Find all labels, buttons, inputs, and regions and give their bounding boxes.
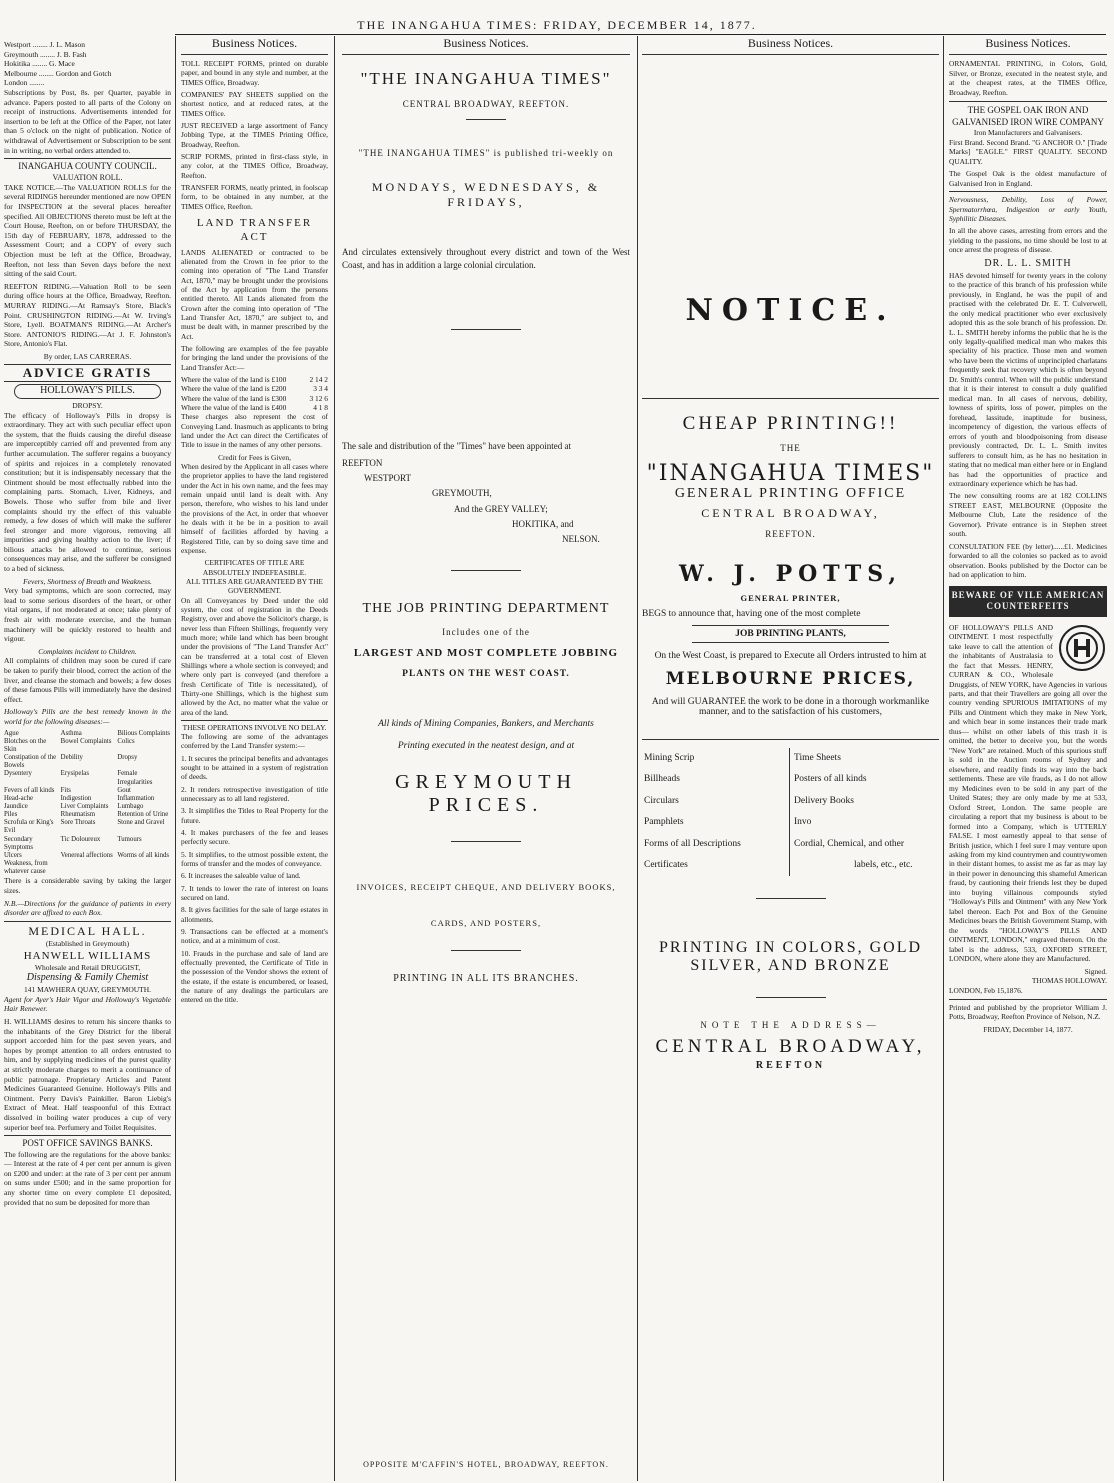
agent-line: Agent for Ayer's Hair Vigor and Holloway's Vegetable Hair Renewer. (4, 994, 171, 1014)
dr-smith-text: HAS devoted himself for twenty years in the colony to the practice of this branch of his profession while previously, in England, he was the pupil of and practised with the celebrated Dr. E. T. Culverwell, the only medical practitioner who ever exclusively adopted this as the sole branch of his profession. Dr. L. L. SMITH hereby informs the public that he is the only legally-qualified medical man who makes this speciality of his practice. Those men and women who have been the victims of unprincipled charlatans frequently seek that recovery which is often beyond Dr. Smith's control. When will the public understand that it is their interest to consult a duly qualified medical man. In all cases of nervous, debility, lowness of spirits, loss of power, pimples on the forehead, lassitude, inaptitude for business, incompetency of digestion, the various effects of errors of youth and bloodpoisoning from disease previously contracted, Dr. L. L. Smith invites sufferers to consult him, as he has no hesitation in stating that no medical man either here or in England has had the opportunities of practice and extraordinary experience which he has had. (949, 270, 1107, 488)
service-item: Billheads (644, 774, 680, 785)
masthead: THE INANGAHUA TIMES: FRIDAY, DECEMBER 14, 1877. (357, 18, 757, 32)
fee-label: Where the value of the land is £100 (181, 375, 287, 385)
fees-intro: The following are examples of the fee payable for bringing the land under the provisions of the Land Transfer Act:— (181, 344, 328, 372)
separator (451, 329, 521, 330)
advantage-item: 4. It makes purchasers of the fee and leases perfectly secure. (181, 828, 328, 847)
the-line: THE (780, 443, 801, 453)
agent-line: Westport ........ J. L. Mason (4, 40, 86, 49)
disease-item: Fits (60, 786, 71, 794)
place-item: HOKITIKA, and (512, 518, 574, 529)
fee-row (181, 384, 328, 393)
circulation-text: And circulates extensively throughout every district and town of the West Coast, and has in addition a large colonial circulation. (342, 247, 630, 270)
disease-item: Rheumatism (60, 811, 96, 819)
advantage-item: 6. It increases the saleable value of land. (181, 871, 301, 881)
fee-row (181, 403, 328, 412)
credit-heading: Credit for Fees is Given, (218, 452, 291, 462)
service-item: labels, etc., etc. (854, 859, 913, 870)
invoices-line: INVOICES, RECEIPT CHEQUE, AND DELIVERY BOOKS, (356, 881, 616, 892)
children-text: All complaints of children may soon be cured if care be taken to purify their blood, correct the action of the liver, and cleanse the stomach and bowels; a few doses of these famous Pills will immediately have the desired effect. (4, 656, 171, 704)
advantage-item: 9. Transactions can be effected at a moment's notice, and at a minimum of cost. (181, 927, 328, 946)
disease-item: Sore Throats (60, 819, 96, 827)
disease-item: Tic Doloureux (60, 835, 101, 843)
weakness-heading: Fevers, Shortness of Breath and Weakness. (23, 576, 152, 586)
disease-item: Worms of all kinds (117, 851, 170, 859)
disease-item: Gout (117, 786, 131, 794)
post-office-heading: POST OFFICE SAVINGS BANKS. (4, 1135, 171, 1150)
advantages-intro: The following are some of the advantages conferred by the Land Transfer system:— (181, 732, 328, 751)
service-item: Pamphlets (644, 817, 684, 828)
column-5 (945, 36, 1111, 1476)
times-heading: "INANGAHUA TIMES" (646, 461, 935, 486)
separator (451, 841, 521, 842)
address-footer: OPPOSITE M'CAFFIN'S HOTEL, BROADWAY, REEFTON. (363, 1460, 609, 1469)
column-2 (177, 36, 332, 1476)
paper-title: "THE INANGAHUA TIMES" (360, 69, 612, 88)
signed-line: Signed. (1084, 966, 1107, 976)
disease-item: Asthma (60, 729, 82, 737)
advantage-item: 3. It simplifies the Titles to Real Property for the future. (181, 806, 328, 825)
largest-line: LARGEST AND MOST COMPLETE JOBBING (353, 646, 619, 659)
disease-item: Secondary Symptoms (4, 835, 34, 851)
disease-item: Blotches on the Skin (4, 737, 47, 753)
issue-date: FRIDAY, December 14, 1877. (983, 1024, 1073, 1034)
reefton-heading: REEFTON (755, 1060, 826, 1072)
toll-notice: TOLL RECEIPT FORMS, printed on durable paper, and bound in any style and number, at the TIMES Office, Broadway. (181, 59, 328, 87)
weakness-text: Very bad symptoms, which are soon corrected, may lead to some serious disorders of the heart, or other vital organs, if not moderated at once; take plenty of fresh air with moderate exercise, and the human machinery will be quickly restored to health and vigour. (4, 586, 171, 644)
service-item: Posters of all kinds (794, 774, 867, 785)
disease-item: Dropsy (117, 754, 138, 762)
guarantee-line: And will GUARANTEE the work to be done in a thorough workmanlike manner, and to the satisfaction of his customers, (651, 697, 930, 717)
hanwell-heading: HANWELL WILLIAMS (23, 949, 152, 962)
williams-text: H. WILLIAMS desires to return his sincere thanks to the inhabitants of the Grey District for the liberal support accorded him for the past seven years, and hopes by prompt attention to all orders entrusted to him, and by supplying medicines of the purest quality at strictly moderate charges to merit a continuance of public patronage. Proprietary Articles and Patent Medicines Guaranteed Genuine. Holloway's Pills and Ointment. Perry Davis's Painkiller. Baron Liebig's Extract of Meat. Half teaspoonful of this Extract dissolved in boiling water produces a cup of very superior beef tea. Perfumery and Toilet Requisites. (4, 1016, 171, 1132)
all-kinds-line: All kinds of Mining Companies, Bankers, and Merchants (378, 718, 594, 729)
disease-item: Fevers of all kinds (4, 786, 55, 794)
subscription-text: Subscriptions by Post, 8s. per Quarter, payable in advance. Papers posted to all parts of the Colony on receipt of instructions. Advertisements intended for insertion to be left at the Office of the Paper, not later than 5 o'clock on the night of publication. Notice of withdrawal of Advertisement or Subscription to be sent in in writing, no verbal orders attended to. (4, 87, 171, 155)
best-remedy: Holloway's Pills are the best remedy known in the world for the following diseases:— (4, 707, 171, 726)
disease-item: Ulcers (4, 851, 22, 859)
column-4 (638, 36, 943, 1476)
disease-item: Dysentery (4, 770, 32, 778)
fee-amount: 2 14 2 (309, 375, 328, 385)
central-broadway: CENTRAL BROADWAY, (701, 506, 880, 520)
service-item: Delivery Books (794, 795, 854, 806)
certificates-heading: CERTIFICATES OF TITLE ARE ABSOLUTELY INDEFEASIBLE. (202, 558, 307, 577)
companies-notice: COMPANIES' PAY SHEETS supplied on the shortest notice, and at reduced rates, at the TIMES Office. (181, 90, 328, 118)
separator (756, 997, 826, 998)
service-item: Certificates (644, 859, 688, 870)
holloway-signature: THOMAS HOLLOWAY. (1031, 976, 1107, 986)
column-header: Business Notices. (949, 36, 1107, 55)
scrip-notice: SCRIP FORMS, printed in first-class style, in any color, at the TIMES Office, Broadway, Reefton. (181, 152, 328, 180)
separator (451, 570, 521, 571)
ornamental-notice: ORNAMENTAL PRINTING, in Colors, Gold, Silver, or Bronze, executed in the neatest style, and at the cheapest rates, at the TIMES Office, Broadway, Reefton. (949, 59, 1107, 97)
disease-item: Jaundice (4, 802, 28, 810)
gospel-heading: THE GOSPEL OAK IRON AND GALVANISED IRON WIRE COMPANY (949, 101, 1107, 128)
west-coast-line: On the West Coast, is prepared to Execute all Orders intrusted to him at (654, 651, 927, 661)
gpo-heading: GENERAL PRINTING OFFICE (674, 486, 907, 501)
rooms-text: The new consulting rooms are at 182 COLLINS STREET EAST, MELBOURNE (Opposite the Melbourne Club, Late the residence of the Governor). Private entrance is in Stephen street south. (949, 491, 1107, 539)
ridings-text: REEFTON RIDING.—Valuation Roll to be seen during office hours at the Office, Broadway, Reefton. MURRAY RIDING.—At Ramsay's Store, Black's Point. CRUSHINGTON RIDING.—At W. Irving's Store, Lyell. BOATMAN'S RIDING.—At Archer's Store. ANTONIO'S RIDING.—At J. F. Johnston's Store, Antonio's Flat. (4, 281, 171, 349)
notice-heading: NOTICE. (685, 293, 896, 328)
post-office-text: The following are the regulations for the above banks:— Interest at the rate of 4 per cent per annum is given on £200 and under: at the rate of 3 per cent per annum on sums under £500; and in the same proportion for any shorter time on every complete £1 deposited, provided that no sum be deposited for more than (4, 1149, 171, 1207)
disease-item: Female Irregularities (117, 770, 153, 786)
disease-item: Debility (60, 754, 83, 762)
signature: By order, LAS CARRERAS. (43, 351, 132, 361)
paper-address: CENTRAL BROADWAY, REEFTON. (402, 99, 570, 109)
advantages-list (181, 754, 328, 1005)
disease-item: Venereal affections (60, 851, 113, 859)
reefton-line: REEFTON. (765, 529, 816, 539)
transfer-notice: TRANSFER FORMS, neatly printed, in foolscap form, to be obtained in any number, at the TIMES Office, Reefton. (181, 183, 328, 211)
saving-note: There is a considerable saving by taking the larger sizes. (4, 876, 171, 895)
dispensing-heading: Dispensing & Family Chemist (26, 972, 149, 984)
plants-heading: JOB PRINTING PLANTS, (692, 625, 889, 643)
column-header: Business Notices. (642, 36, 939, 55)
general-printer-line: GENERAL PRINTER, (740, 593, 841, 603)
service-item: Mining Scrip (644, 753, 695, 763)
fee-label: Where the value of the land is £400 (181, 403, 287, 412)
melbourne-prices: MELBOURNE PRICES, (665, 669, 916, 689)
disease-item: Stone and Gravel (117, 819, 165, 827)
established: (Established in Greymouth) (45, 939, 130, 949)
dropsy-text: The efficacy of Holloway's Pills in dropsy is extraordinary. They act with such peculiar effect upon the system, that the fluids causing the direful disease are imperceptibly carried off and prevented from any further accumulation. The sufferer regains a buoyancy of spirits and rejoices in a completely renovated constitution; but it is indispensably necessary that the Ointment should be most effectually rubbed into the complaining parts. Stomach, Liver, Kidneys, and Bowels. Those who suffer from bile and liver complaints should try the effect of this valuable remedy, a few doses of which will make the sufferer feel stronger and more vigorous, removing all impurities and giving healthy action to the liver; if bilious attacks be allowed to continue, serious consequences may arise, and the sufferer be consigned to a bed of sickness. (4, 410, 171, 574)
children-heading: Complaints incident to Children. (38, 646, 137, 656)
wholesale-line: Wholesale and Retail DRUGGIST, (34, 962, 141, 972)
trade-mark-icon (1065, 631, 1099, 665)
service-item: Circulars (644, 795, 679, 806)
agent-line: Greymouth ........ J. B. Fash (4, 49, 87, 59)
conveyance-text: On all Conveyances by Deed under the old system, the cost of registration in the Deeds Registry, over and above the Solicitor's charge, is never less than Fifteen Shillings, frequently very much more; while land which has been brought under the provisions of "The Land Transfer Act" can be transferred at a total cost of Eleven Shillings where a whole section is conveyed; and where only part is conveyed (and therefore a fresh Certificate of Title is necessitated), of Thirty-one Shillings, which is the highest sum allowed by the Act, no matter what the value or area of the land. (181, 595, 328, 717)
advantage-item: 8. It gives facilities for the sale of large estates in allotments. (181, 905, 328, 924)
column-1 (0, 36, 175, 1476)
begs-line: BEGS to announce that, having one of the most complete (642, 609, 861, 619)
job-printing-heading: THE JOB PRINTING DEPARTMENT (362, 600, 610, 616)
nervousness-text: In all the above cases, arresting from errors and the yielding to the passions, no time should be lost to at once arrest the progress of disease. (949, 226, 1107, 255)
land-transfer-heading: LAND TRANSFER ACT (196, 217, 313, 243)
london-date: LONDON, Feb 15,1876. (949, 985, 1023, 995)
disease-item: Bilious Complaints (117, 729, 171, 737)
disease-item: Inflammation (117, 794, 155, 802)
advantage-item: 2. It renders retrospective investigation of title unnecessary as to all land registered. (181, 784, 328, 804)
separator (451, 950, 521, 951)
fee-label: Where the value of the land is £200 (181, 384, 287, 394)
top-rule (175, 34, 1106, 35)
disease-item: Tumours (117, 835, 142, 843)
dropsy-heading: DROPSY. (72, 400, 103, 410)
service-item: Time Sheets (794, 753, 841, 763)
fee-text: CONSULTATION FEE (by letter)......£1. Medicines forwarded to all the colonies so packed as to avoid observation. Books published by the Doctor can be had on application to him. (949, 541, 1107, 580)
diseases-list (4, 730, 171, 877)
separator (756, 898, 826, 899)
agent-line: Melbourne ........ Gordon and Gotch (4, 68, 112, 78)
disease-item: Colics (117, 737, 135, 745)
iron-line: Iron Manufacturers and Galvanisers. (973, 128, 1083, 138)
column-divider (175, 36, 176, 1481)
printing-executed-line: Printing executed in the neatest design, and at (397, 740, 575, 751)
fees-note: These charges also represent the cost of Conveying Land. Inasmuch as applicants to bring land under the Act can direct the Certificates of Title to issue in the names of any other persons. (181, 412, 328, 450)
separator (466, 119, 506, 120)
disease-item: Weakness, from whatever cause (4, 860, 48, 876)
take-notice-text: TAKE NOTICE.—The VALUATION ROLLS for the several RIDINGS hereunder mentioned are now OPEN for INSPECTION at the several places hereafter specified. All OBJECTIONS thereto must be left at the Court House, Reefton, on or before THURSDAY, the 15th day of FEBRUARY, 1878, addressed to the Assessment Court; and a COPY of every such Objection must be left at the Office, Broadway, Reefton, not less than Seven days before the next sitting of the said Court. (4, 182, 171, 279)
sale-text: The sale and distribution of the "Times" have been appointed at (342, 441, 571, 452)
central-broadway-heading: CENTRAL BROADWAY, (655, 1036, 926, 1058)
fee-amount: 4 1 8 (313, 403, 328, 412)
column-header: Business Notices. (342, 36, 630, 55)
service-item: Invo (794, 817, 812, 828)
advantage-item: 5. It simplifies, to the utmost possible extent, the forms of transfer and the modes of conveyance. (181, 849, 328, 869)
disease-item: Indigestion (60, 794, 92, 802)
nervousness-line: Nervousness, Debility, Loss of Power, Spermatorrhœa, Indigestion or early Youth, Syphilitic Diseases. (949, 191, 1107, 223)
medical-hall-heading: MEDICAL HALL. (4, 921, 171, 939)
services-list (642, 748, 939, 876)
branches-line: PRINTING IN ALL ITS BRANCHES. (393, 972, 579, 984)
disease-item: Ague (4, 729, 19, 737)
plants-line: PLANTS ON THE WEST COAST. (402, 668, 570, 679)
disease-item: Liver Complaints (60, 802, 109, 810)
fee-amount: 3 3 4 (313, 384, 328, 394)
brands-line: First Brand. Second Brand. "G ANCHOR O." [Trade Marks] "EAGLE." FIRST QUALITY. SECOND QUALITY. (949, 137, 1107, 166)
land-text: LANDS ALIENATED or contracted to be alienated from the Crown in fee prior to the coming into operation of "The Land Transfer Act, 1870," may be brought under the provisions of the Act by application from the persons entitled thereto. All Lands alienated from the Crown after the coming into operation of "The Land Transfer Act, 1870," are subject to, and must be dealt with, in manner prescribed by the Act. (181, 247, 328, 341)
disease-item: Scrofula or King's Evil (4, 819, 54, 835)
column-divider (334, 36, 335, 1481)
fee-amount: 3 12 6 (309, 393, 328, 403)
disease-item: Piles (4, 811, 18, 819)
disease-item: Bowel Complaints (60, 737, 112, 745)
place-item: REEFTON (342, 457, 383, 468)
column-header: Business Notices. (181, 36, 328, 55)
holloway-warning-text: OF HOLLOWAY'S PILLS AND OINTMENT. I most respectfully take leave to call the attention of the inhabitants of Australasia to the fact that Messrs. HENRY, CURRAN & CO., Wholesale Druggists, of NEW YORK, have Agencies in various parts, and that their Travellers are going all over the country vending SPURIOUS IMITATIONS of my Pills and Ointment which they make in New York, and which bear in some instances their trade mark thus— whilst on other labels of this trash it is omitted, the better to deceive you, but the words "New York" are retained. Much of this spurious stuff is sold in the Auction rooms of Sydney and elsewhere, and readily finds its way into the back settlements. These are vile frauds, as I do not allow my Medicines even to be sold in any part of the United States; they are only made by me at 533, Oxford Street, London. The same people are circulating a report that my business is about to be formed into a Company, which is UTTERLY FALSE. I most earnestly appeal to that sense of British justice, which I feel sure I may venture upon asking from my kind countrymen and countrywomen in their distant homes, to assist me as far as may lay in their power in denouncing this shameful American fraud, by cautioning their friends lest they be duped into buying villainous compounds styled "Holloway's Pills and Ointment" with any New York label thereon. Each Pot and Box of the Genuine Medicines bears the British Government Stamp, with the words "HOLLOWAY'S PILLS AND OINTMENT, LONDON," engraved thereon. On the label is the address, 533, OXFORD STREET, LONDON, where alone they are Manufactured. (949, 622, 1107, 964)
disease-item: Head-ache (4, 794, 34, 802)
credit-text: When desired by the Applicant in all cases where the proprietor applies to have the land registered under the Act in his own name, and the fees may remain unpaid until land is dealt with. Any person, therefore, who wishes to his land under the provisions of the Act, in order that whoever he deals with it he be in a position to avail himself of facilities afforded by having a Registered Title, can by so doing save time and expense. (181, 461, 328, 555)
colors-heading: PRINTING IN COLORS, GOLD (658, 939, 923, 957)
holloway-heading: HOLLOWAY'S PILLS. (14, 384, 161, 399)
oldest-line: The Gospel Oak is the oldest manufacture of Galvanised Iron in England. (949, 169, 1107, 188)
council-heading: INANGAHUA COUNTY COUNCIL. (4, 158, 171, 173)
advantage-item: 1. It secures the principal benefits and advantages sought to be attained in a system of registration of deeds. (181, 753, 328, 782)
fee-label: Where the value of the land is £300 (181, 393, 287, 403)
trade-mark-emblem (1059, 625, 1105, 671)
advice-heading: ADVICE GRATIS (4, 364, 171, 383)
service-item: Cordial, Chemical, and other (794, 838, 905, 849)
includes-line: Includes one of the (442, 626, 530, 637)
disease-item: Retention of Urine (117, 811, 169, 819)
imprint: Printed and published by the proprietor William J. Potts, Broadway, Reefton Province of Nelson, N.Z. (949, 999, 1107, 1022)
note-address: NOTE THE ADDRESS— (700, 1020, 881, 1031)
potts-heading: W. J. POTTS, (678, 561, 903, 587)
fee-row (181, 394, 328, 403)
agent-line: Hokitika ........ G. Mace (4, 59, 75, 69)
valuation-heading: VALUATION ROLL. (52, 172, 123, 182)
nb-note: N.B.—Directions for the guidance of patients in every disorder are affixed to each Box. (4, 898, 171, 918)
column-divider (943, 36, 944, 1481)
disease-item: Lumbago (117, 802, 144, 810)
beware-banner: BEWARE OF VILE AMERICAN COUNTERFEITS (949, 586, 1107, 617)
place-item: NELSON. (562, 534, 600, 545)
agent-line: London ........ (4, 78, 45, 88)
hall-address: 141 MAWHERA QUAY, GREYMOUTH. (23, 985, 152, 995)
place-item: And the GREY VALLEY; (454, 503, 548, 514)
fees-table (181, 375, 328, 412)
place-item: GREYMOUTH, (432, 488, 492, 499)
place-item: WESTPORT (364, 473, 411, 484)
column-3 (336, 36, 636, 1476)
cards-line: CARDS, AND POSTERS, (430, 917, 542, 928)
disease-item: Constipation of the Bowels (4, 754, 57, 770)
dr-smith-heading: DR. L. L. SMITH (984, 257, 1072, 269)
agents-list (4, 40, 171, 88)
advantage-item: 10. Frauds in the purchase and sale of land are effectually prevented, the Certificate of Title in the possession of the Vendor shows the extent of the estate, if the estate is encumbered, or leased, the nature of any dealings the particulars are entered on the title. (181, 948, 328, 1005)
cheap-printing-heading: CHEAP PRINTING!! (682, 413, 899, 434)
publication-days: MONDAYS, WEDNESDAYS, & FRIDAYS, (371, 180, 601, 209)
received-notice: JUST RECEIVED a large assortment of Fancy Jobbing Type, at the TIMES Printing Office, Broadway, Reefton. (181, 121, 328, 149)
fee-row (181, 375, 328, 384)
guaranteed-heading: ALL TITLES ARE GUARANTEED BY THE GOVERNMENT. (186, 576, 323, 596)
published-line: "THE INANGAHUA TIMES" is published tri-weekly on (358, 148, 614, 158)
greymouth-prices: GREYMOUTH PRICES. (395, 770, 577, 816)
service-item: Forms of all Descriptions (644, 838, 741, 849)
disease-item: Erysipelas (60, 770, 89, 778)
places-list (342, 456, 630, 548)
silver-heading: SILVER, AND BRONZE (690, 957, 891, 975)
advantage-item: 7. It tends to lower the rate of interest on loans secured on land. (181, 883, 328, 903)
operations-heading: THESE OPERATIONS INVOLVE NO DELAY. (181, 720, 328, 732)
